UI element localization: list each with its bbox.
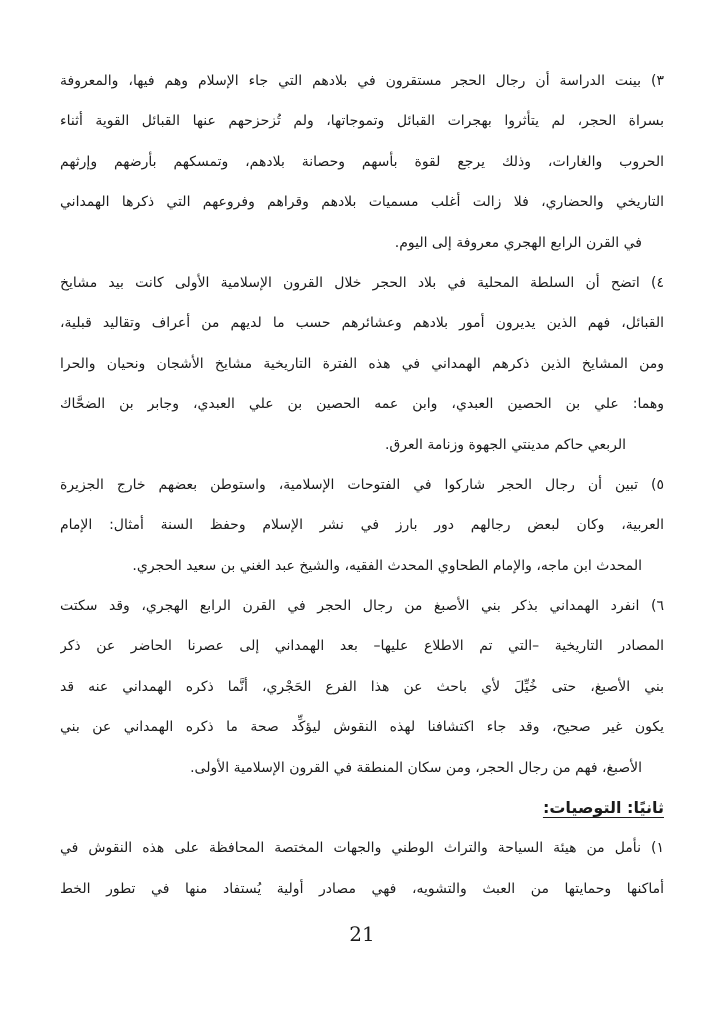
text-line: وهما: علي بن الحصين العبدي، وابن عمه الحصين بن علي العبدي، وجابر بن الضحَّاك (60, 396, 664, 413)
conclusion-item-5 (60, 465, 664, 586)
text-line: يكون غير صحيح، وقد جاء اكتشافنا لهذه النقوش ليؤكِّد صحة ما ذكره الهمداني عن بني (60, 719, 664, 736)
text-line: بني الأصبغ، حتى خُيِّلَ لأي باحث عن هذا الفرع الحَجْري، أنَّما ذكره الهمداني عنه قد (60, 678, 664, 695)
page-number: 21 (349, 922, 375, 946)
recommendation-item-1 (60, 828, 664, 909)
recommendations-heading-text: ثانيًا: التوصيات: (542, 798, 664, 818)
text-line: بسراة الحجر، لم يتأثروا بهجرات القبائل وتموجاتها، ولم تُزحزحهم عنها القبائل القوية أثناء (60, 113, 664, 130)
conclusion-item-6 (60, 586, 664, 788)
text-line: الحروب والغارات، وذلك يرجع لقوة بأسهم وحصانة بلادهم، وتمسكهم بأرضهم وإرثهم (60, 153, 664, 170)
conclusion-item-4 (60, 263, 664, 465)
text-line: ٣) بينت الدراسة أن رجال الحجر مستقرون في بلادهم التي جاء الإسلام وهم فيها، والمعروفة (60, 73, 664, 89)
text-line: أماكنها وحمايتها من العبث والتشويه، فهي مصادر أولية يُستفاد منها في تطور الخط (60, 880, 664, 897)
text-line: الأصبغ، فهم من رجال الحجر، ومن سكان المنطقة في القرون الإسلامية الأولى. (190, 759, 642, 776)
text-line: ١) نأمل من هيئة السياحة والتراث الوطني والجهات المختصة المحافظة على هذه النقوش في (60, 840, 664, 857)
text-line: ٦) انفرد الهمداني بذكر بني الأصبغ من رجال الحجر في القرن الرابع الهجري، وقد سكتت (60, 598, 664, 615)
recommendations-heading (60, 788, 664, 828)
text-line: العربية، وكان لبعض رجالهم دور بارز في نشر الإسلام وحفظ السنة أمثال: الإمام (60, 517, 664, 534)
text-line: في القرن الرابع الهجري معروفة إلى اليوم. (394, 234, 642, 251)
conclusion-item-3 (60, 61, 664, 263)
text-line: ٤) اتضح أن السلطة المحلية في بلاد الحجر خلال القرون الإسلامية الأولى كانت بيد مشايخ (60, 274, 664, 291)
text-line: المصادر التاريخية –التي تم الاطلاع عليها– بعد الهمداني إلى عصرنا الحاضر عن ذكر (60, 638, 664, 655)
text-line: الربعي حاكم مدينتي الجهوة وزنامة العرق. (384, 436, 626, 453)
text-line: ومن المشايخ الذين ذكرهم الهمداني في هذه الفترة التاريخية مشايخ الأشجان ونحيان والحرا (60, 355, 664, 372)
text-line: التاريخي والحضاري، فلا زالت أغلب مسميات بلادهم وقراهم وفروعهم التي ذكرها الهمداني (60, 194, 664, 211)
text-line: القبائل، فهم الذين يديرون أمور بلادهم وعشائرهم حسب ما لديهم من أعراف وتقاليد قبلية، (60, 315, 664, 332)
text-line: المحدث ابن ماجه، والإمام الطحاوي المحدث الفقيه، والشيخ عبد الغني بن سعيد الحجري. (132, 557, 642, 574)
document-text-block (60, 61, 664, 909)
text-line: ٥) تبين أن رجال الحجر شاركوا في الفتوحات الإسلامية، واستوطن بعضهم خارج الجزيرة (60, 476, 664, 493)
